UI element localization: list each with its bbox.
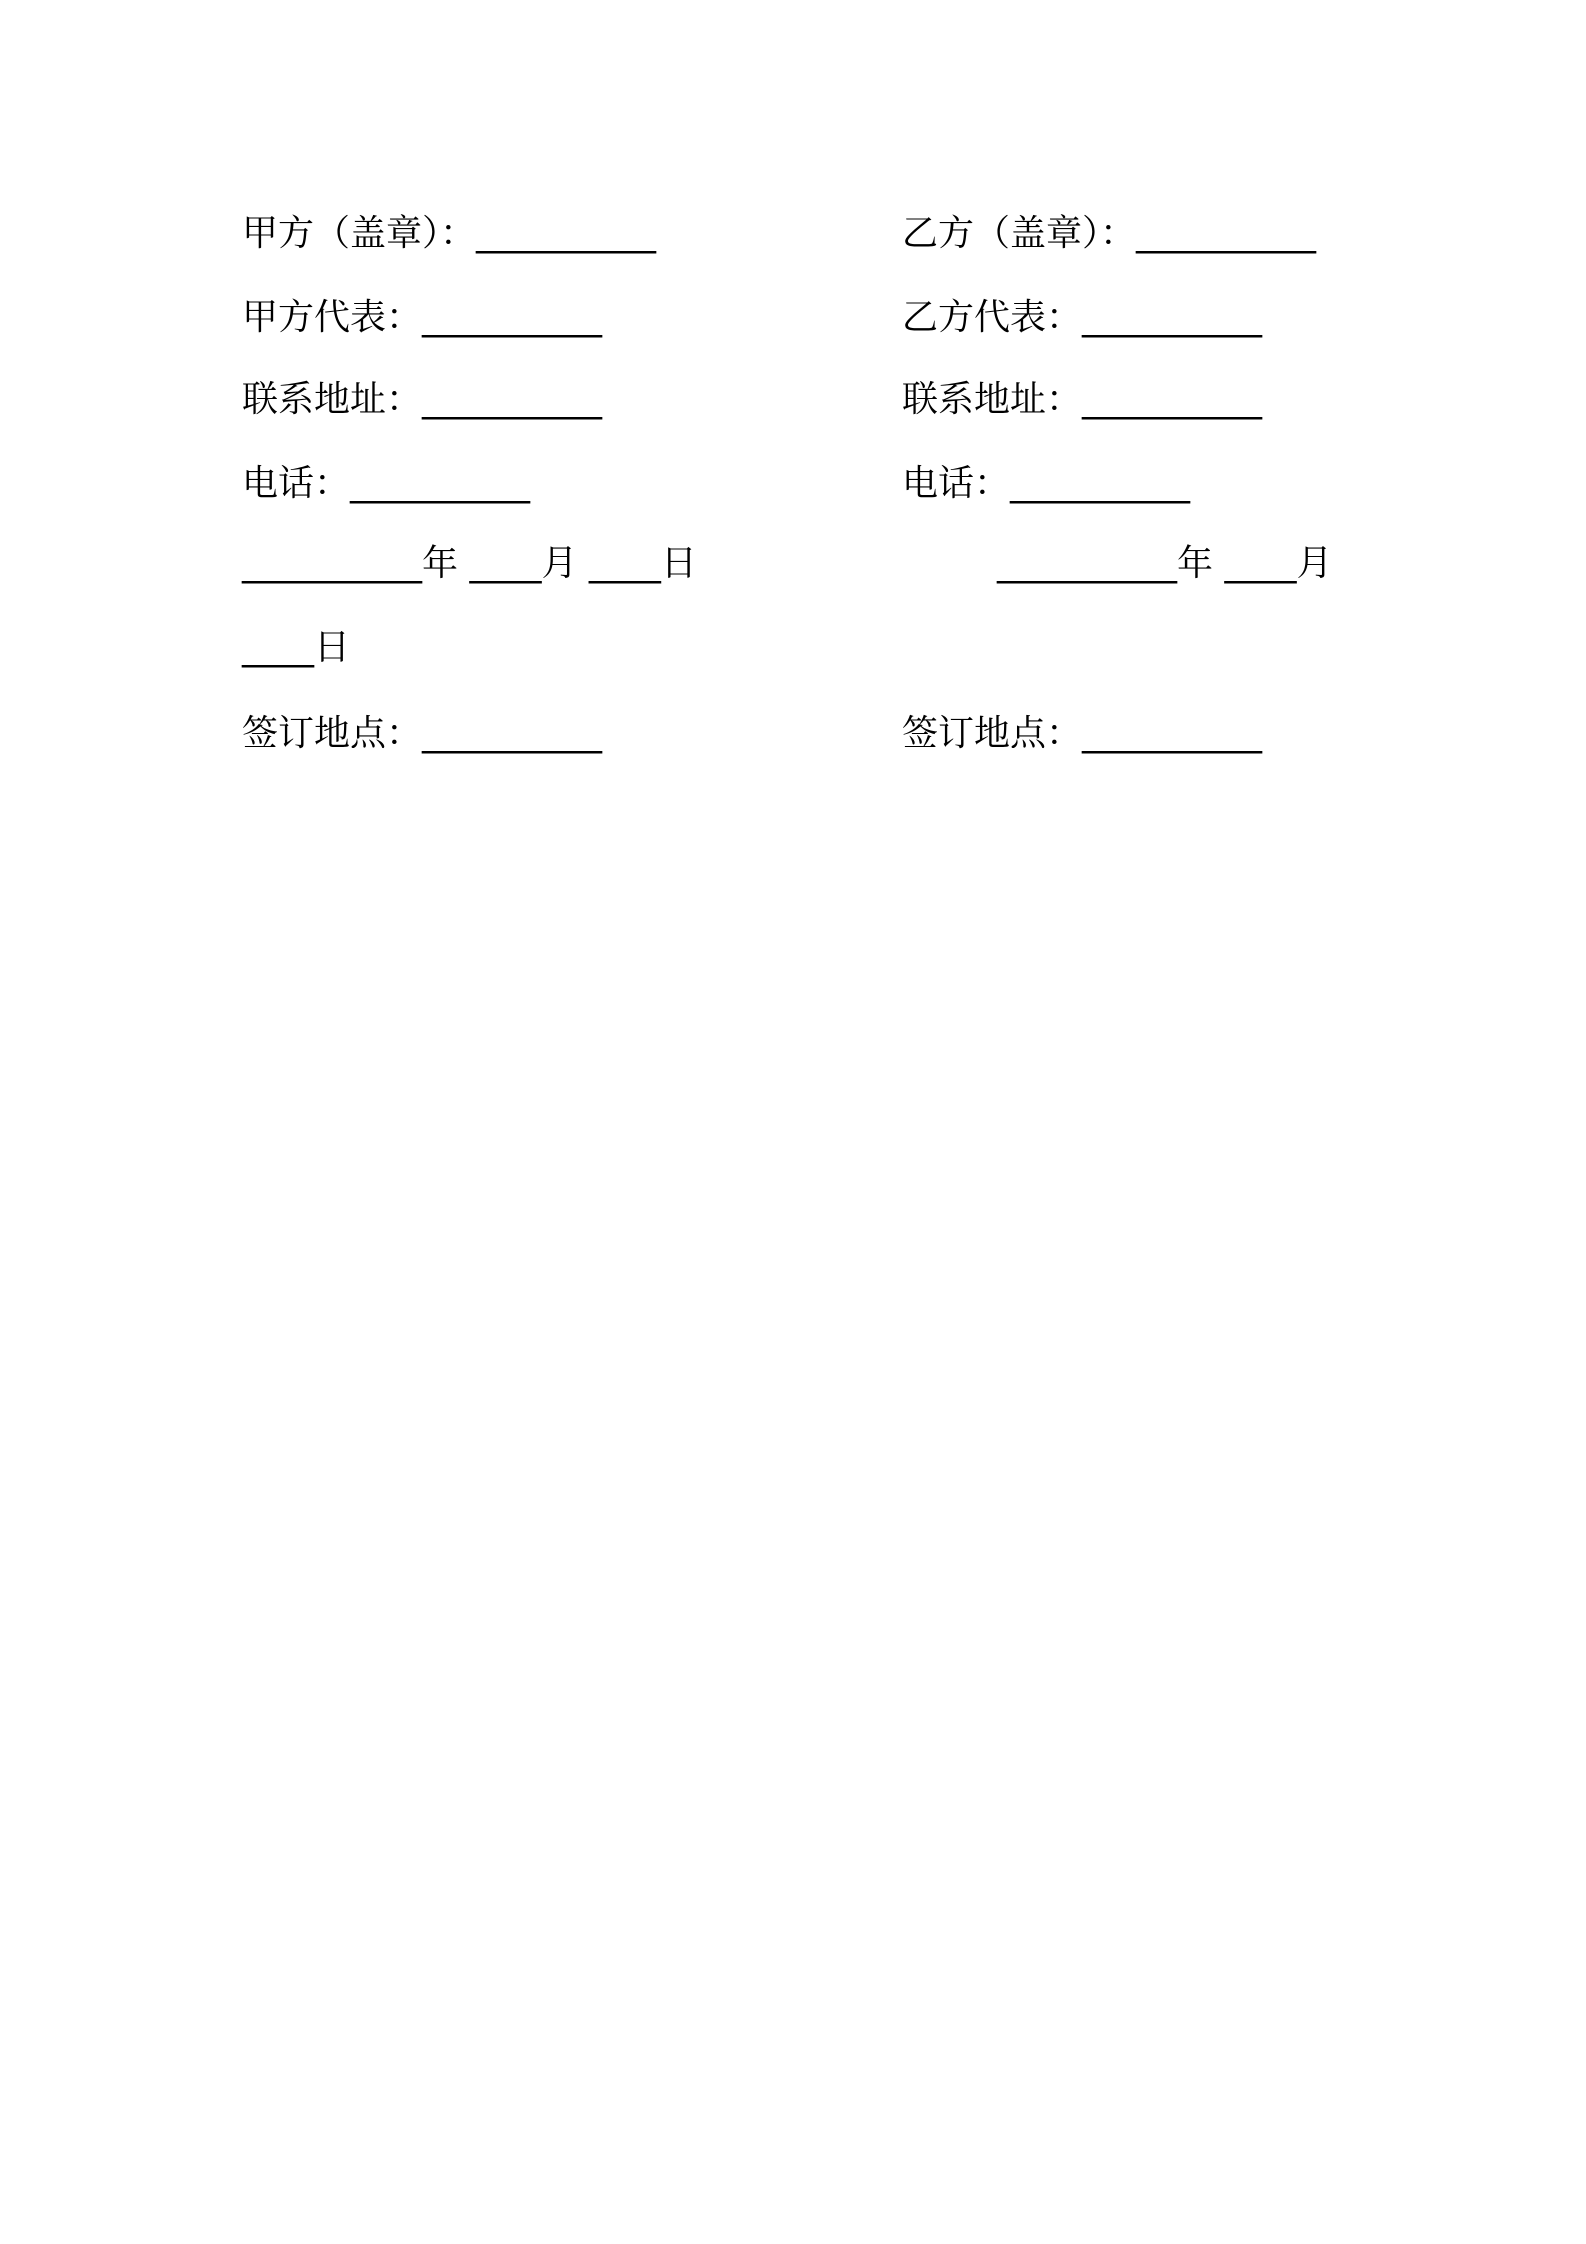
party-a-address-line: 联系地址：__________ <box>242 379 603 420</box>
party-a-seal-line: 甲方（盖章）：__________ <box>242 213 657 254</box>
party-b-date-line: __________年 ____月 <box>997 543 1333 584</box>
party-b-phone-line: 电话：__________ <box>902 463 1191 504</box>
party-b-representative-line: 乙方代表：__________ <box>902 297 1263 338</box>
party-b-seal-line: 乙方（盖章）：__________ <box>902 213 1317 254</box>
party-b-place-line: 签订地点：__________ <box>902 713 1263 754</box>
party-a-place-line: 签订地点：__________ <box>242 713 603 754</box>
party-a-representative-line: 甲方代表：__________ <box>242 297 603 338</box>
party-b-address-line: 联系地址：__________ <box>902 379 1263 420</box>
party-a-date-line-wrap: ____日 <box>242 627 351 668</box>
party-a-date-line: __________年 ____月 ____日 <box>242 543 697 584</box>
party-a-phone-line: 电话：__________ <box>242 463 531 504</box>
